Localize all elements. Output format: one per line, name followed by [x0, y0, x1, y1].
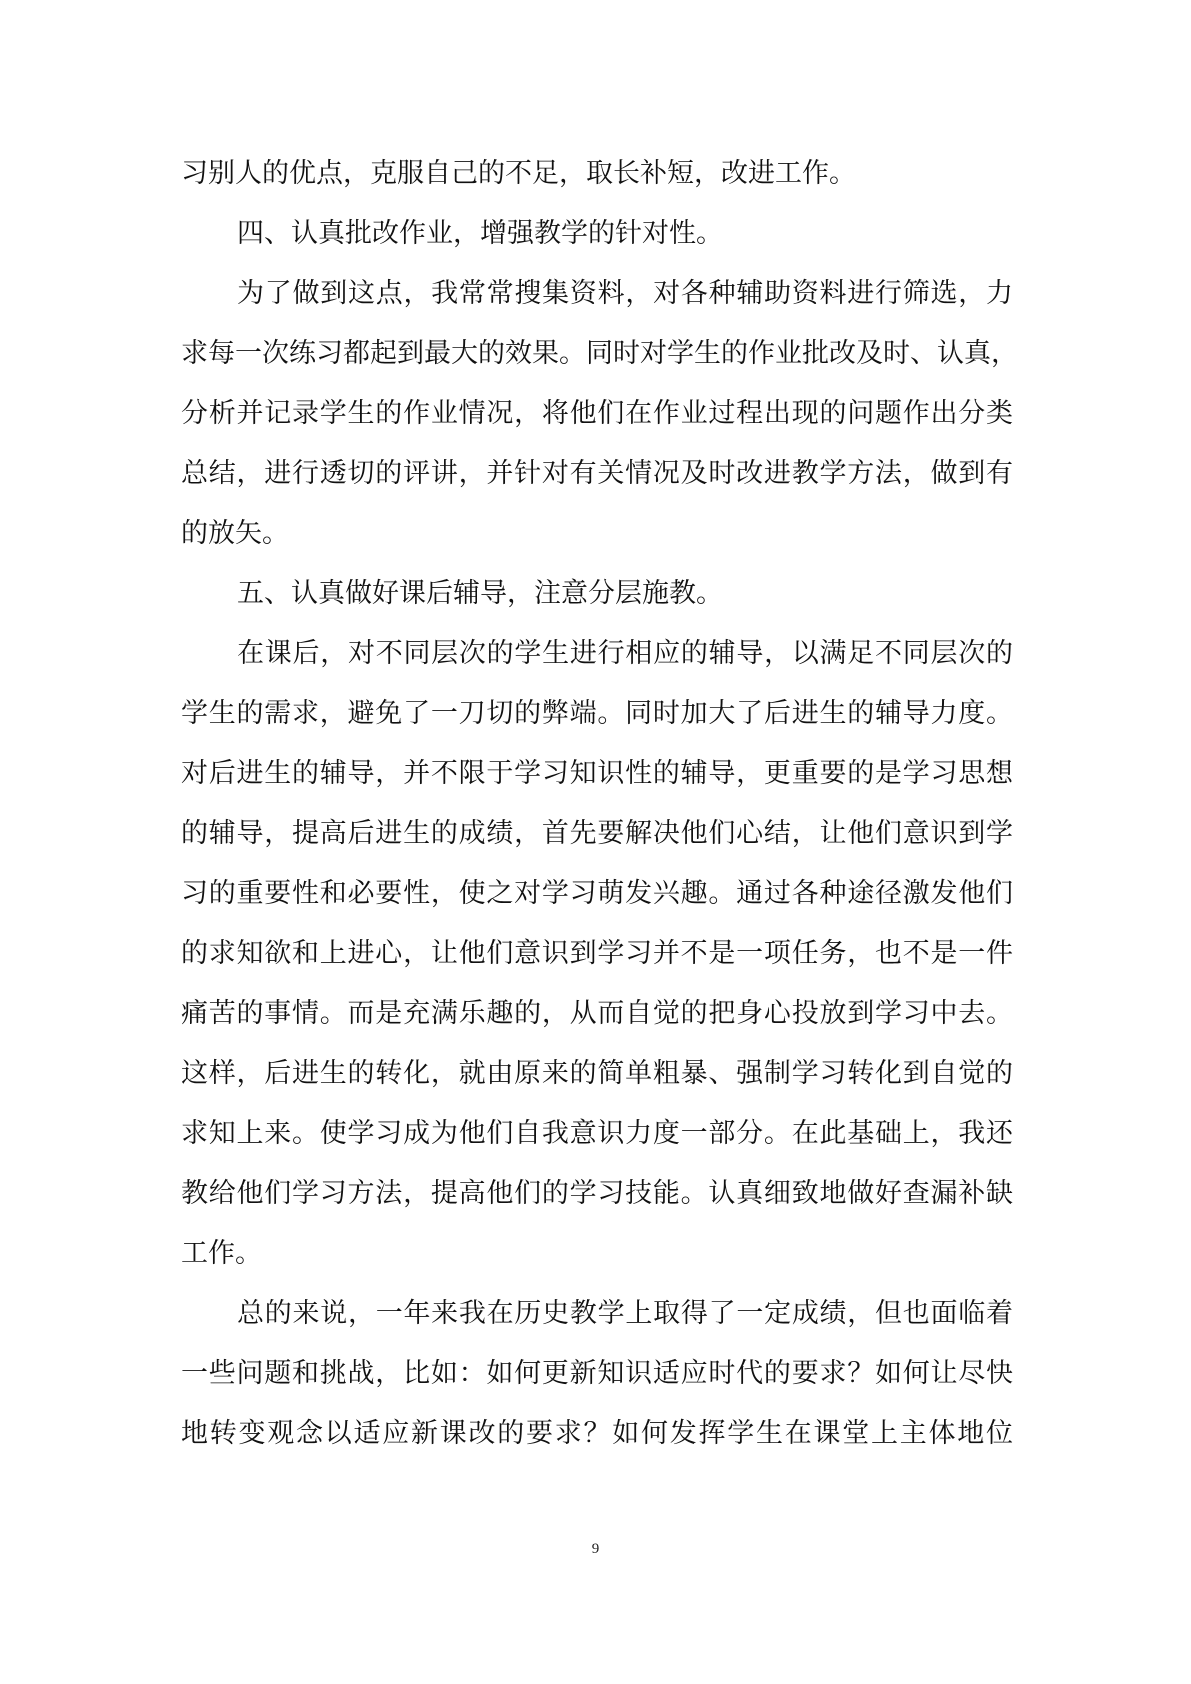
- text-line: 学生的需求，避免了一刀切的弊端。同时加大了后进生的辅导力度。: [181, 698, 1013, 729]
- text-line: 教给他们学习方法，提高他们的学习技能。认真细致地做好查漏补缺: [181, 1178, 1013, 1209]
- page-number: 9: [591, 1541, 600, 1557]
- text-line: 的求知欲和上进心，让他们意识到学习并不是一项任务，也不是一件: [181, 938, 1013, 969]
- text-line: 求每一次练习都起到最大的效果。同时对学生的作业批改及时、认真，: [181, 338, 1018, 369]
- document-body: [181, 144, 1018, 1464]
- text-line: 习的重要性和必要性，使之对学习萌发兴趣。通过各种途径激发他们: [181, 878, 1013, 909]
- text-line: 的辅导，提高后进生的成绩，首先要解决他们心结，让他们意识到学: [181, 818, 1013, 849]
- text-line: 习别人的优点，克服自己的不足，取长补短，改进工作。: [181, 158, 856, 189]
- text-line: 为了做到这点，我常常搜集资料，对各种辅助资料进行筛选，力: [237, 278, 1013, 309]
- text-line: 的放矢。: [181, 518, 289, 549]
- text-line: 工作。: [181, 1238, 262, 1269]
- text-line: 总的来说，一年来我在历史教学上取得了一定成绩，但也面临着: [237, 1298, 1013, 1329]
- text-line: 五、认真做好课后辅导，注意分层施教。: [237, 578, 723, 609]
- text-line: 对后进生的辅导，并不限于学习知识性的辅导，更重要的是学习思想: [181, 758, 1013, 789]
- text-line: 痛苦的事情。而是充满乐趣的，从而自觉的把身心投放到学习中去。: [181, 998, 1013, 1029]
- text-line: 地转变观念以适应新课改的要求？如何发挥学生在课堂上主体地位: [181, 1418, 1013, 1449]
- text-line: 总结，进行透切的评讲，并针对有关情况及时改进教学方法，做到有: [181, 458, 1013, 489]
- text-line: 四、认真批改作业，增强教学的针对性。: [237, 218, 723, 249]
- text-line: 这样，后进生的转化，就由原来的简单粗暴、强制学习转化到自觉的: [181, 1058, 1013, 1089]
- text-line: 一些问题和挑战，比如：如何更新知识适应时代的要求？如何让尽快: [181, 1358, 1013, 1389]
- text-line: 求知上来。使学习成为他们自我意识力度一部分。在此基础上，我还: [181, 1118, 1013, 1149]
- text-line: 分析并记录学生的作业情况，将他们在作业过程出现的问题作出分类: [181, 398, 1013, 429]
- text-line: 在课后，对不同层次的学生进行相应的辅导，以满足不同层次的: [237, 638, 1013, 669]
